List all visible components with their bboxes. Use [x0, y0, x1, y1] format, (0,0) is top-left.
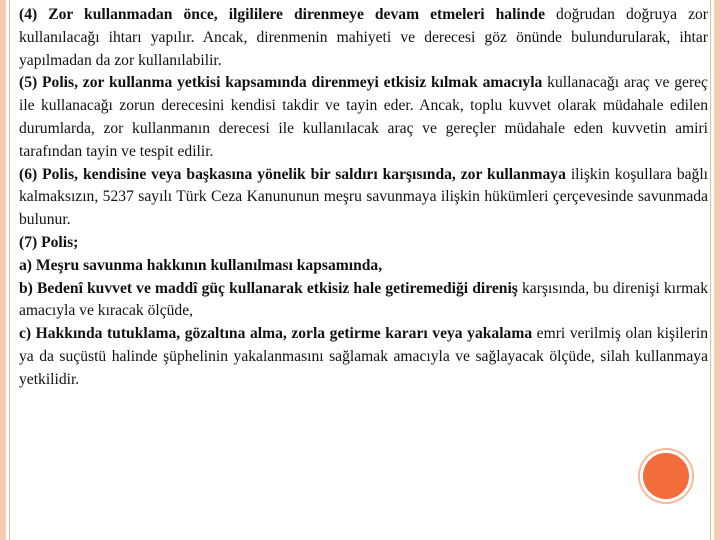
item-b-body: karşısında, bu direnişi kırmak amacıyla ve kıracak ölçüde, [19, 279, 708, 320]
paragraph-5-body: kullanacağı araç ve gereç ile kullanacağı zorun derecesini kendisi takdir ve tayin eder. Ancak, toplu kuvvet olarak müdahale edilen durumlarda, zor kullanmanın derecesi ile kullanılacak araç ve gereçler müdahale eden kuvvetin amiri tarafından tayin ve tespit edilir. [19, 74, 708, 160]
item-a-heading: a) Meşru savunma hakkının kullanılması kapsamında, [19, 256, 383, 274]
item-a [19, 255, 708, 278]
decorative-circle [640, 450, 692, 502]
item-c-body: emri verilmiş olan kişilerin ya da suçüstü halinde şüphelinin yakalanmasını sağlamak amacıyla ve sağlayacak ölçüde, silah kullanmaya yetkilidir. [19, 325, 708, 388]
item-c [19, 323, 708, 391]
paragraph-6-body: ilişkin koşullara bağlı kalmaksızın, 5237 sayılı Türk Ceza Kanununun meşru savunmaya ilişkin hükümleri çerçevesinde savunmada bulunur. [19, 165, 709, 229]
paragraph-7 [19, 232, 708, 255]
paragraph-6-heading: (6) Polis, kendisine veya başkasına yönelik bir saldırı karşısında, zor kullanmaya [19, 165, 566, 183]
slide-text [19, 4, 708, 392]
item-b [19, 278, 708, 324]
paragraph-4 [19, 4, 708, 72]
paragraph-4-heading: (4) Zor kullanmadan önce, ilgililere direnmeye devam etmeleri halinde [19, 6, 546, 23]
paragraph-5 [19, 72, 708, 163]
paragraph-5-heading: (5) Polis, zor kullanma yetkisi kapsamında direnmeyi etkisiz kılmak amacıyla [19, 74, 543, 92]
paragraph-4-body: doğrudan doğruya zor kullanılacağı ihtarı yapılır. Ancak, direnmenin mahiyeti ve derecesi göz önünde bulundurularak, ihtar yapılmadan da zor kullanılabilir. [19, 6, 708, 69]
frame-line-right [710, 0, 711, 540]
paragraph-6 [19, 164, 708, 232]
paragraph-7-heading: (7) Polis; [19, 233, 79, 251]
item-c-heading: c) Hakkında tutuklama, gözaltına alma, zorla getirme kararı veya yakalama [19, 325, 533, 343]
item-b-heading: b) Bedenî kuvvet ve maddî güç kullanarak etkisiz hale getiremediği direniş [19, 279, 518, 297]
frame-line-left [9, 0, 10, 540]
